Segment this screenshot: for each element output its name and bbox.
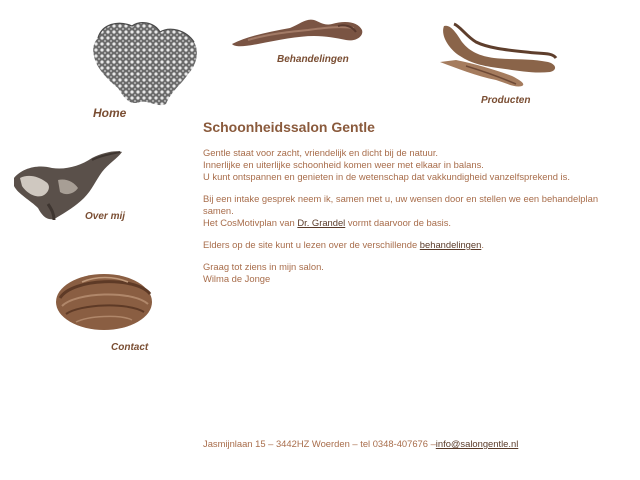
dr-grandel-link[interactable]: Dr. Grandel <box>297 217 346 228</box>
nav-contact-label[interactable]: Contact <box>111 342 149 353</box>
closing-line-1: Graag tot ziens in mijn salon. <box>203 261 324 272</box>
intake-line-2-after: vormt daarvoor de basis. <box>345 217 452 228</box>
treatments-after: . <box>481 239 484 250</box>
wood-branches-image <box>436 22 561 92</box>
footer <box>203 438 623 450</box>
nav-over-mij[interactable] <box>8 148 128 226</box>
behandelingen-link[interactable]: behandelingen <box>419 239 482 250</box>
intake-line-1: Bij een intake gesprek neem ik, samen met u, uw wensen door en stellen we een behandelplan samen. <box>203 193 599 216</box>
nav-behandelingen-label[interactable]: Behandelingen <box>277 54 349 65</box>
treatments-before: Elders op de site kunt u lezen over de verschillende <box>203 239 420 250</box>
nav-producten[interactable] <box>436 22 561 108</box>
intake-paragraph <box>203 193 603 229</box>
intake-line-2-before: Het CosMotivplan van <box>203 217 298 228</box>
nav-over-mij-label[interactable]: Over mij <box>85 211 126 222</box>
fungus-image <box>52 264 157 336</box>
nav-home-label[interactable]: Home <box>93 106 127 120</box>
intro-line-3: U kunt ontspannen en genieten in de wetenschap dat vakkundigheid vanzelfsprekend is. <box>203 171 570 182</box>
main-content <box>203 119 603 295</box>
coral-image <box>88 18 203 110</box>
intro-line-1: Gentle staat voor zacht, vriendelijk en dicht bij de natuur. <box>203 147 439 158</box>
nav-home[interactable] <box>88 18 203 122</box>
nav-producten-label[interactable]: Producten <box>481 95 531 106</box>
signature-name: Wilma de Jonge <box>203 273 271 284</box>
nav-contact[interactable] <box>52 264 157 356</box>
footer-address: Jasmijnlaan 15 – 3442HZ Woerden – tel 0348-407676 – <box>203 438 436 449</box>
page-title: Schoonheidssalon Gentle <box>203 119 375 135</box>
driftwood-image <box>228 14 368 54</box>
treatments-paragraph <box>203 239 603 251</box>
nav-behandelingen[interactable] <box>228 14 368 70</box>
closing-paragraph <box>203 261 603 285</box>
intro-paragraph <box>203 147 603 183</box>
email-link[interactable]: info@salongentle.nl <box>435 438 519 449</box>
intro-line-2: Innerlijke en uiterlijke schoonheid komen weer met elkaar in balans. <box>203 159 484 170</box>
